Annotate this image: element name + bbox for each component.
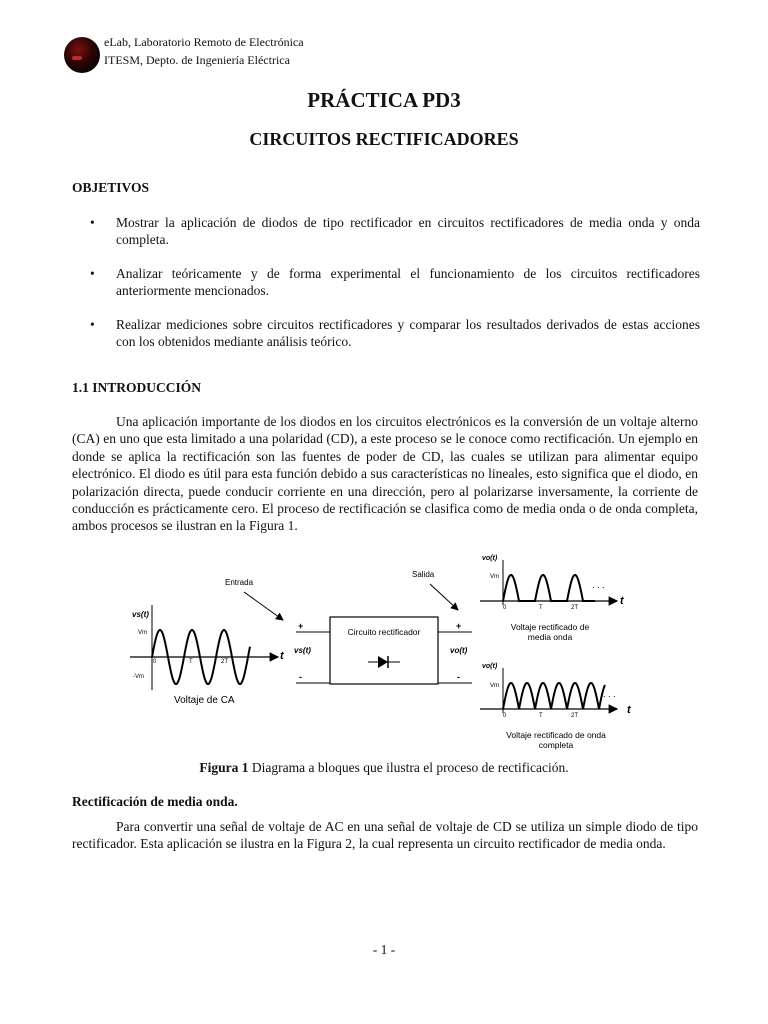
dots-half: . . . (592, 580, 605, 590)
t-label-full: T (539, 713, 543, 719)
bullet-icon: • (90, 317, 95, 332)
plus-out: + (456, 621, 462, 631)
minus-out: - (457, 672, 460, 682)
full-wave-plot (480, 663, 632, 750)
half-wave-plot (480, 555, 625, 642)
intro-heading: 1.1 INTRODUCCIÓN (72, 380, 202, 395)
bullet-icon: • (90, 266, 95, 281)
two-t-label-half: 2T (571, 605, 579, 611)
figure-1-diagram (120, 550, 640, 760)
figure-1-caption (0, 760, 768, 776)
entrada-label: Entrada (225, 578, 254, 587)
zero-label-half: 0 (503, 605, 507, 611)
objective-text: Mostrar la aplicación de diodos de tipo rectificador en circuitos rectificadores de media onda y onda completa. (116, 215, 700, 247)
objectives-heading: OBJETIVOS (72, 180, 150, 195)
ac-caption: Voltaje de CA (174, 695, 235, 706)
half-wave-caption-2: media onda (527, 632, 573, 642)
full-wave-caption-1: Voltaje rectificado de onda (506, 730, 606, 740)
elab-logo (64, 37, 100, 73)
dots-full: . . . (603, 689, 616, 699)
zero-label: 0 (153, 659, 157, 665)
two-t-label: 2T (221, 659, 229, 665)
vm-label-full: Vm (490, 683, 499, 689)
vs-in-label: vs(t) (294, 646, 311, 655)
vs-label: vs(t) (132, 610, 149, 619)
objective-text: Analizar teóricamente y de forma experimental el funcionamiento de los circuitos rectificadores anteriormente mencionados. (116, 266, 700, 298)
minus-in: - (299, 672, 302, 682)
plus-in: + (298, 621, 304, 631)
rectifier-block (294, 617, 472, 684)
header-line-2: ITESM, Depto. de Ingeniería Eléctrica (104, 53, 290, 67)
caption-figure-label: Figura 1 (199, 760, 249, 775)
header-line-1: eLab, Laboratorio Remoto de Electrónica (104, 35, 304, 49)
bullet-icon: • (90, 215, 95, 230)
t-period-label: T (189, 659, 193, 665)
vo-label-full: vo(t) (482, 663, 498, 670)
vo-out-label: vo(t) (450, 646, 468, 655)
vm-label-half: Vm (490, 574, 499, 580)
objective-text: Realizar mediciones sobre circuitos rectificadores y comparar los resultados derivados de estas acciones con los obtenidos mediante análisis teórico. (116, 317, 700, 349)
vm-label: Vm (138, 630, 147, 636)
t-axis-full: t (627, 704, 631, 716)
salida-label: Salida (412, 570, 435, 579)
intro-paragraph: Una aplicación importante de los diodos en los circuitos electrónicos es la conversión de un voltaje alterno (CA) en uno que esta limitado a una polaridad (CD), a este proceso se le conoce como rectificación. Un ejemplo en donde se aplica la rectificación son las fuentes de poder de CD, las cuales se utilizan para alimentar equipo electrónico. El diodo es útil para esta función debido a sus características no lineales, esto significa que el diodo, en polarización directa, puede conducir corriente en una dirección, pero al polarizarse inversamente, la corriente de conducción es prácticamente cero. El proceso de rectificación se clasifica como de media onda o de onda completa, ambos procesos se ilustran en la Figura 1. (72, 414, 698, 534)
page-number: - 1 - (372, 942, 396, 957)
time-axis-label: t (280, 650, 284, 662)
page-subtitle: CIRCUITOS RECTIFICADORES (249, 129, 519, 149)
block-label: Circuito rectificador (347, 627, 421, 637)
neg-vm-label: -Vm (133, 674, 144, 680)
two-t-label-full: 2T (571, 713, 579, 719)
half-wave-paragraph: Para convertir una señal de voltaje de AC en una señal de voltaje de CD se utiliza un simple diodo de tipo rectificador. Esta aplicación se ilustra en la Figura 2, la cual representa un circuito rectificador de media onda. (72, 819, 698, 852)
t-label-half: T (539, 605, 543, 611)
ac-voltage-plot (130, 605, 285, 706)
t-axis-half: t (620, 595, 624, 607)
half-wave-caption-1: Voltaje rectificado de (510, 622, 590, 632)
half-wave-heading: Rectificación de media onda. (72, 794, 238, 809)
caption-text: Diagrama a bloques que ilustra el proceso de rectificación. (248, 760, 569, 775)
full-wave-caption-2: completa (538, 740, 574, 750)
vo-label-half: vo(t) (482, 555, 498, 562)
zero-label-full: 0 (503, 713, 507, 719)
page-title: PRÁCTICA PD3 (307, 88, 461, 112)
